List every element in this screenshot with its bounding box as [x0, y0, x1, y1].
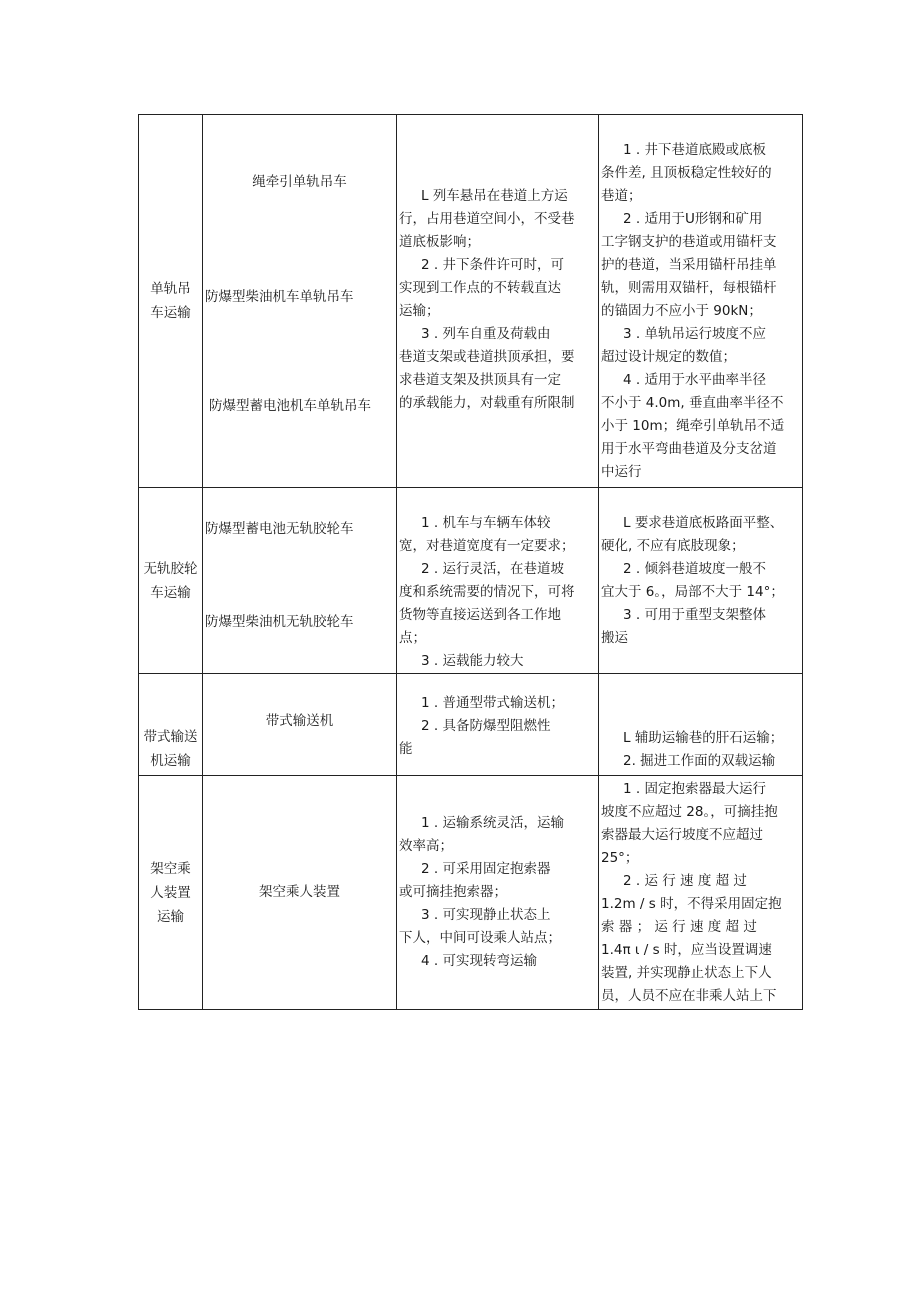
condition-line: 1.4π ι / s 时，应当设置调速 — [601, 942, 772, 958]
feature-cell — [397, 488, 599, 674]
feature-line: 下人，中间可设乘人站点； — [399, 930, 561, 946]
category-line: 人装置 — [150, 884, 191, 901]
feature-line: 的承载能力，对载重有所限制 — [399, 395, 575, 411]
condition-line: 1 . 井下巷道底殿或底板 — [623, 142, 766, 158]
feature-line: 实现到工作点的不转载直达 — [399, 280, 561, 296]
feature-line: 2 . 运行灵活，在巷道坡 — [421, 561, 564, 577]
condition-line: 索器最大运行坡度不应超过 — [601, 827, 763, 843]
condition-line: 装置, 并实现静止状态上下人 — [601, 965, 772, 981]
condition-line: 护的巷道，当采用锚杆吊挂单 — [601, 257, 777, 273]
transport-table — [138, 114, 803, 1010]
type-label: 绳牵引单轨吊车 — [252, 174, 347, 190]
condition-cell — [599, 674, 803, 776]
feature-line: 2 . 井下条件许可时，可 — [421, 257, 564, 273]
feature-line: 1 . 机车与车辆车体较 — [421, 515, 551, 531]
type-cell — [203, 674, 397, 776]
category-line: 无轨胶轮 — [143, 560, 198, 577]
feature-line: 运输； — [399, 303, 440, 319]
feature-cell — [397, 674, 599, 776]
feature-line: 4 . 可实现转弯运输 — [421, 953, 537, 969]
category-line: 运输 — [157, 908, 184, 925]
condition-cell — [599, 115, 803, 488]
category-line: 机运输 — [150, 753, 191, 769]
feature-line: 1 . 运输系统灵活，运输 — [421, 815, 564, 831]
type-label: 防爆型蓄电池机车单轨吊车 — [209, 398, 371, 414]
condition-line: 宜大于 6。，局部不大于 14°； — [601, 584, 784, 600]
feature-line: 或可摘挂抱索器； — [399, 884, 507, 900]
feature-cell — [397, 776, 599, 1010]
feature-line: L 列车悬吊在巷道上方运 — [421, 188, 568, 204]
table-row — [139, 115, 803, 488]
condition-line: 1 . 固定抱索器最大运行 — [623, 781, 766, 797]
category-cell — [139, 674, 203, 776]
type-label: 架空乘人装置 — [259, 884, 340, 900]
feature-cell — [397, 115, 599, 488]
condition-line: 搬运 — [601, 630, 628, 646]
category-line: 车运输 — [150, 584, 191, 601]
feature-line: 1 . 普通型带式输送机； — [421, 695, 564, 711]
category-cell — [139, 776, 203, 1010]
feature-line: 2 . 具备防爆型阻燃性 — [421, 718, 551, 734]
feature-line: 3 . 列车自重及荷载由 — [421, 326, 551, 342]
category-line: 架空乘 — [150, 860, 191, 877]
feature-line: 点； — [399, 630, 426, 646]
feature-line: 行，占用巷道空间小，不受巷 — [399, 211, 575, 227]
condition-line: 不小于 4.0m, 垂直曲率半径不 — [601, 395, 784, 411]
category-cell — [139, 488, 203, 674]
type-label: 防爆型蓄电池无轨胶轮车 — [205, 521, 354, 537]
category-cell — [139, 115, 203, 488]
feature-line: 能 — [399, 741, 413, 757]
feature-line: 巷道支架或巷道拱顶承担，要 — [399, 349, 575, 365]
table-row — [139, 776, 803, 1010]
feature-line: 效率高； — [399, 838, 453, 854]
feature-line: 求巷道支架及拱顶具有一定 — [399, 372, 561, 388]
feature-line: 货物等直接运送到各工作地 — [399, 607, 561, 623]
condition-line: 中运行 — [601, 464, 642, 480]
type-label: 带式输送机 — [265, 713, 334, 729]
category-line: 车运输 — [150, 305, 191, 321]
condition-line: 索 器 ； 运 行 速 度 超 过 — [601, 919, 757, 935]
condition-line: 员，人员不应在非乘人站上下 — [601, 988, 777, 1004]
condition-line: 条件差, 且顶板稳定性较好的 — [601, 165, 772, 181]
condition-line: 坡度不应超过 28。，可摘挂抱 — [601, 804, 778, 820]
condition-cell — [599, 488, 803, 674]
type-cell — [203, 488, 397, 674]
condition-line: 硬化, 不应有底肢现象； — [601, 538, 745, 554]
type-cell — [203, 776, 397, 1010]
condition-line: 工字钢支护的巷道或用锚杆支 — [601, 234, 777, 250]
condition-line: 超过设计规定的数值； — [601, 349, 736, 365]
type-label: 防爆型柴油机无轨胶轮车 — [205, 614, 354, 630]
type-label: 防爆型柴油机车单轨吊车 — [205, 289, 354, 305]
condition-line: 2 . 运 行 速 度 超 过 — [623, 873, 747, 889]
feature-line: 2 . 可采用固定抱索器 — [421, 861, 551, 877]
condition-line: 轨，则需用双锚杆，每根锚杆 — [601, 280, 777, 296]
condition-line: 的锚固力不应小于 90kN； — [601, 303, 762, 319]
condition-line: 用于水平弯曲巷道及分支岔道 — [601, 441, 777, 457]
condition-line: 3 . 单轨吊运行坡度不应 — [623, 326, 766, 342]
feature-line: 3 . 可实现静止状态上 — [421, 907, 551, 923]
feature-line: 道底板影响； — [399, 234, 480, 250]
condition-line: 4 . 适用于水平曲率半径 — [623, 372, 766, 388]
type-cell — [203, 115, 397, 488]
feature-line: 度和系统需要的情况下，可将 — [399, 584, 575, 600]
condition-line: L 辅助运输巷的肝石运输； — [623, 730, 784, 746]
condition-line: 2. 掘进工作面的双载运输 — [623, 753, 776, 769]
condition-line: 2 . 适用于U形钢和矿用 — [623, 211, 763, 227]
condition-cell — [599, 776, 803, 1010]
feature-line: 3 . 运载能力较大 — [421, 653, 524, 669]
category-line: 单轨吊 — [150, 281, 191, 297]
condition-line: 小于 10m；绳牵引单轨吊不适 — [601, 418, 785, 434]
category-line: 带式输送 — [143, 729, 198, 745]
feature-line: 宽，对巷道宽度有一定要求； — [399, 538, 575, 554]
condition-line: 3 . 可用于重型支架整体 — [623, 607, 766, 623]
condition-line: L 要求巷道底板路面平整、 — [623, 515, 784, 531]
table-row — [139, 488, 803, 674]
table-row — [139, 674, 803, 776]
condition-line: 1.2m / s 时，不得采用固定抱 — [601, 896, 782, 912]
condition-line: 25°； — [601, 850, 639, 866]
condition-line: 巷道； — [601, 188, 642, 204]
condition-line: 2 . 倾斜巷道坡度一般不 — [623, 561, 766, 577]
